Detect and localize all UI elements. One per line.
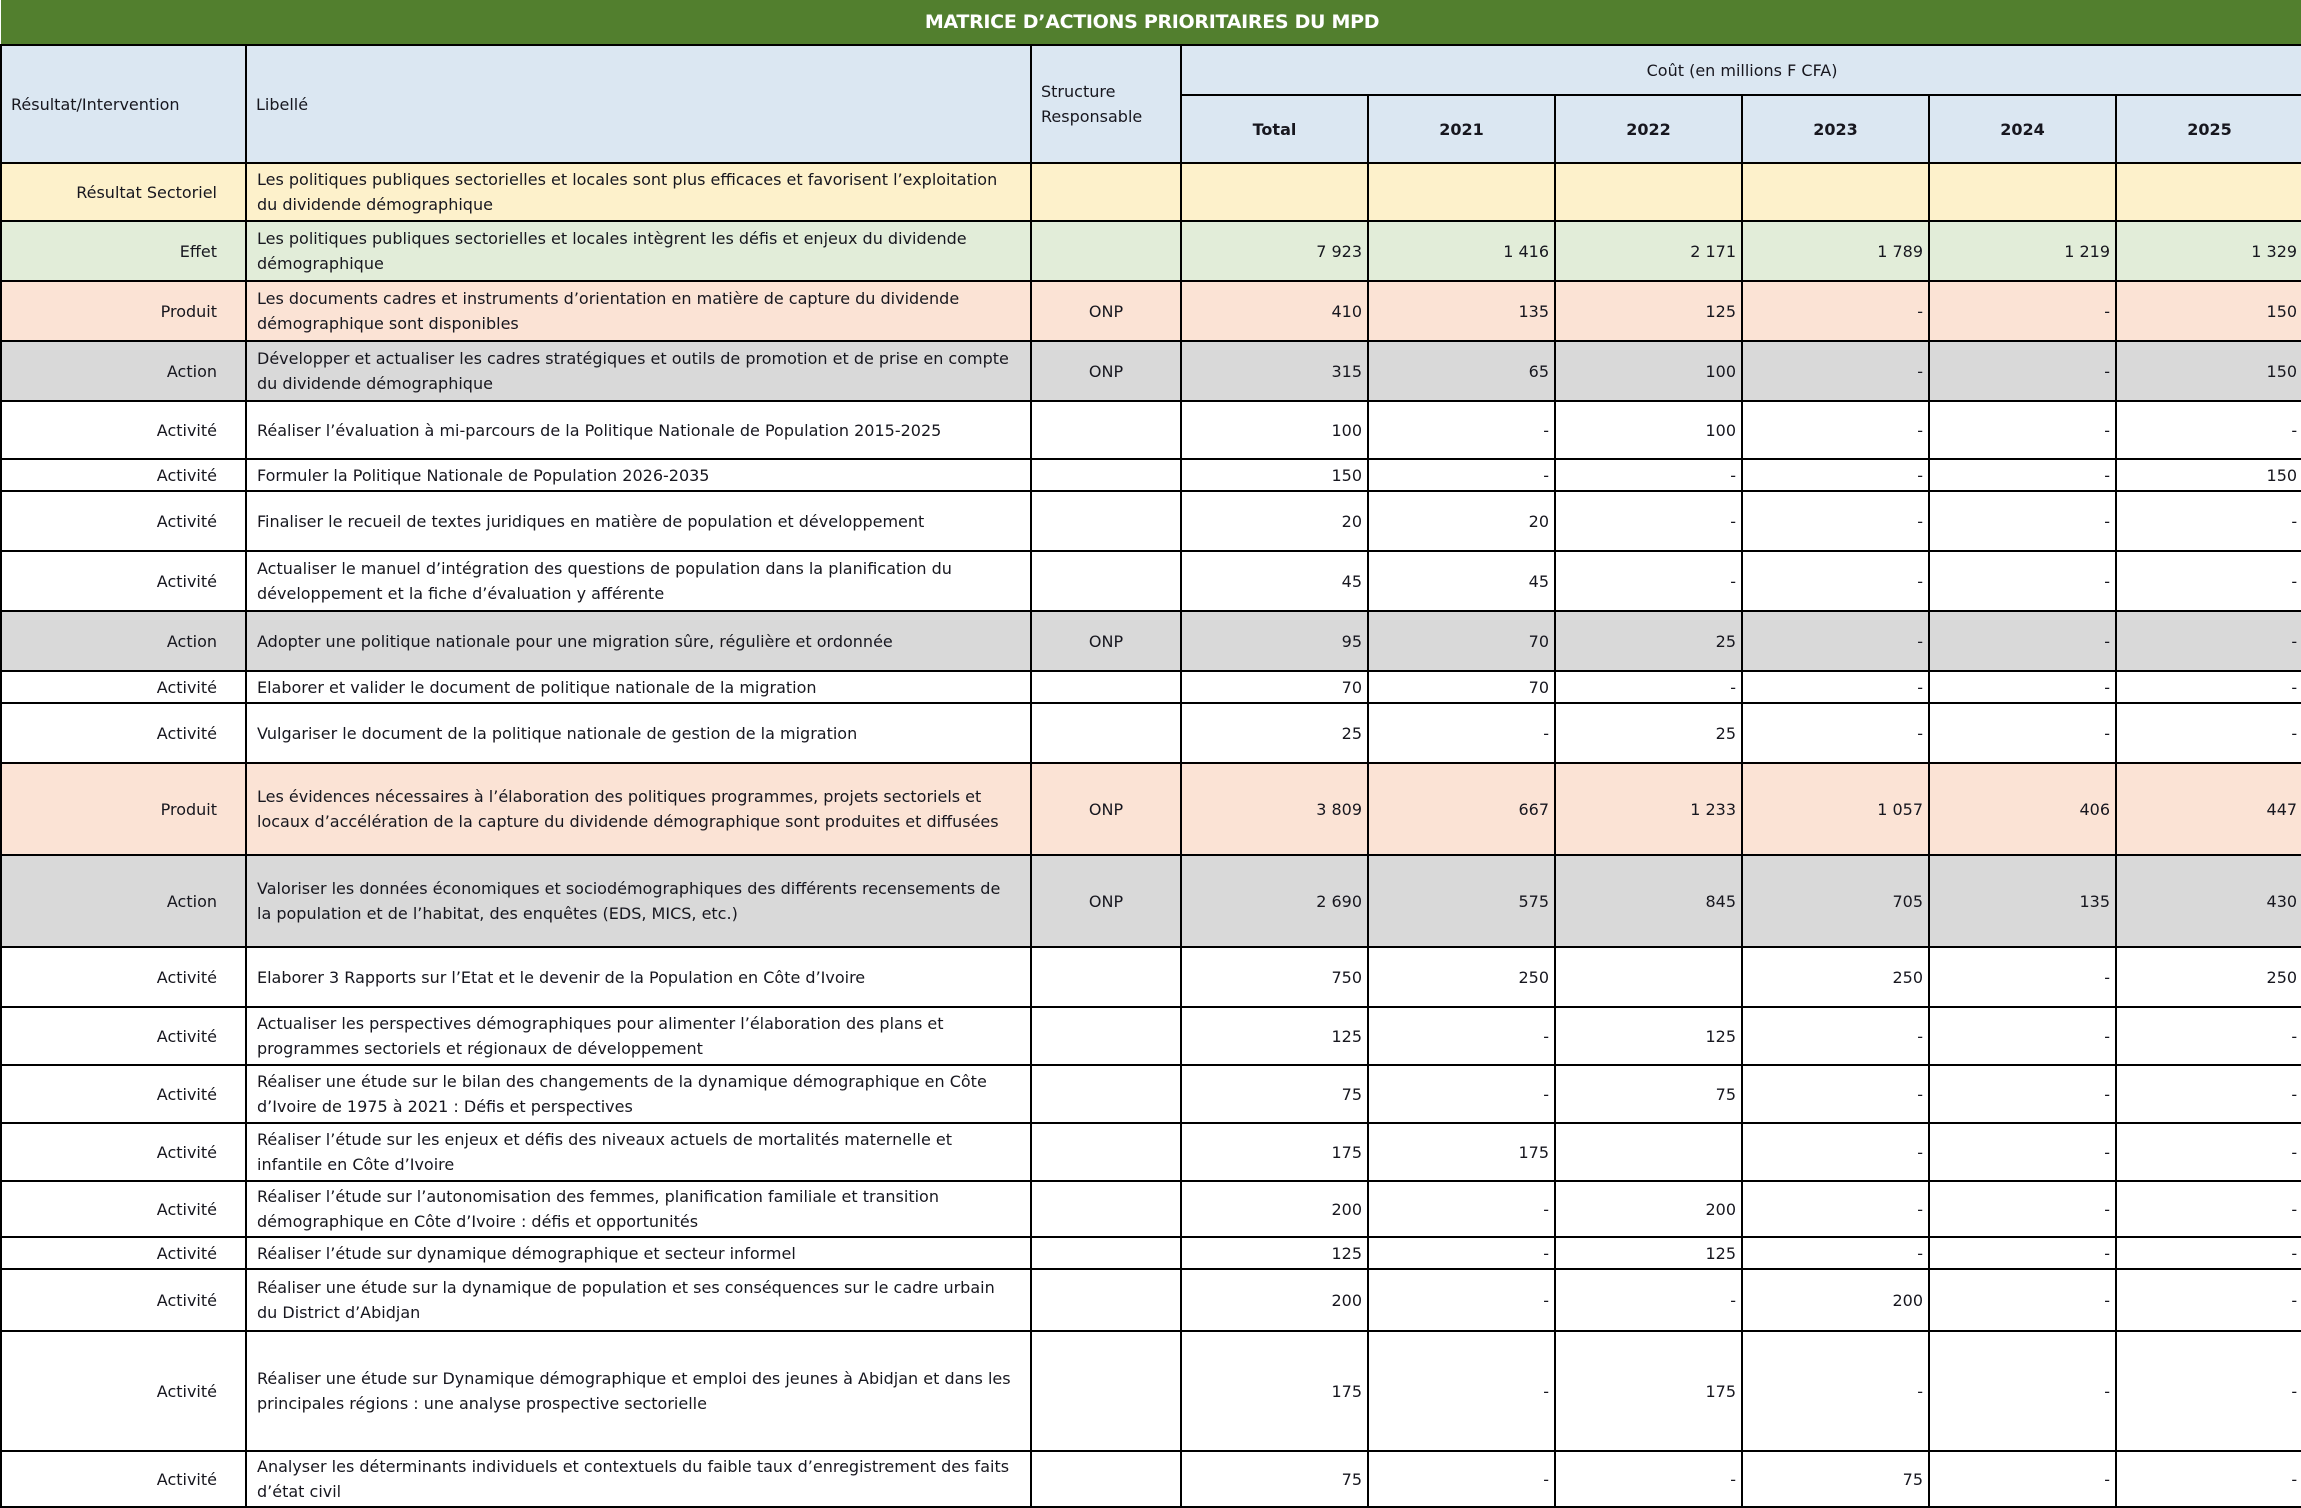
table-row <box>1 459 2301 491</box>
cost-cell-2025: 250 <box>2116 947 2301 1007</box>
row-label-cell: Réaliser l’étude sur les enjeux et défis des niveaux actuels de mortalités maternelle et infantile en Côte d’Ivoire <box>246 1123 1031 1181</box>
cost-cell-2022: 1 233 <box>1555 763 1742 855</box>
cost-cell-2021: 175 <box>1368 1123 1555 1181</box>
table-row <box>1 671 2301 703</box>
row-category-cell: Activité <box>1 1269 246 1331</box>
cost-cell-2023: - <box>1742 459 1929 491</box>
row-label-cell: Réaliser une étude sur le bilan des changements de la dynamique démographique en Côte d’Ivoire de 1975 à 2021 : Défis et perspectives <box>246 1065 1031 1123</box>
row-structure-cell <box>1031 1451 1181 1507</box>
row-label-cell: Réaliser l’étude sur l’autonomisation des femmes, planification familiale et transition démographique en Côte d’Ivoire : défis et opportunités <box>246 1181 1031 1237</box>
cost-cell-2025: - <box>2116 1237 2301 1269</box>
cost-cell-2021: - <box>1368 401 1555 459</box>
col-header-resultat-intervention: Résultat/Intervention <box>1 45 246 163</box>
row-category-cell: Activité <box>1 1237 246 1269</box>
cost-cell-2024: 135 <box>1929 855 2116 947</box>
row-structure-cell <box>1031 491 1181 551</box>
cost-cell-total: 200 <box>1181 1181 1368 1237</box>
cost-cell-2025: 430 <box>2116 855 2301 947</box>
row-category-cell: Produit <box>1 763 246 855</box>
cost-cell-2024: - <box>1929 1331 2116 1451</box>
row-structure-cell: ONP <box>1031 341 1181 401</box>
cost-cell-total: 175 <box>1181 1331 1368 1451</box>
row-label-cell: Adopter une politique nationale pour une migration sûre, régulière et ordonnée <box>246 611 1031 671</box>
row-label-cell: Les évidences nécessaires à l’élaboration des politiques programmes, projets sectoriels et locaux d’accélération de la capture du dividende démographique sont produites et diffusées <box>246 763 1031 855</box>
row-category-cell: Activité <box>1 1181 246 1237</box>
cost-cell-2022: 25 <box>1555 611 1742 671</box>
cost-cell-2025: 1 329 <box>2116 221 2301 281</box>
row-label-cell: Finaliser le recueil de textes juridiques en matière de population et développement <box>246 491 1031 551</box>
cost-cell-2022: - <box>1555 671 1742 703</box>
cost-cell-2022: - <box>1555 1451 1742 1507</box>
cost-cell-2023: - <box>1742 341 1929 401</box>
cost-cell-2021: - <box>1368 1269 1555 1331</box>
cost-cell-2024: - <box>1929 491 2116 551</box>
cost-cell-total: 20 <box>1181 491 1368 551</box>
row-label-cell: Formuler la Politique Nationale de Population 2026-2035 <box>246 459 1031 491</box>
row-category-cell: Activité <box>1 1007 246 1065</box>
row-category-cell: Résultat Sectoriel <box>1 163 246 221</box>
cost-cell-2022: 845 <box>1555 855 1742 947</box>
cost-cell-2024: 406 <box>1929 763 2116 855</box>
cost-cell-total: 45 <box>1181 551 1368 611</box>
row-category-cell: Activité <box>1 947 246 1007</box>
cost-cell-2021: - <box>1368 1181 1555 1237</box>
table-row <box>1 1065 2301 1123</box>
cost-cell-2022: - <box>1555 551 1742 611</box>
cost-cell-2024: 1 219 <box>1929 221 2116 281</box>
cost-cell-2023: - <box>1742 611 1929 671</box>
table-row <box>1 763 2301 855</box>
col-header-total: Total <box>1181 95 1368 163</box>
cost-cell-2025: - <box>2116 491 2301 551</box>
cost-cell-2023: 200 <box>1742 1269 1929 1331</box>
col-header-2024: 2024 <box>1929 95 2116 163</box>
row-structure-cell <box>1031 671 1181 703</box>
cost-cell-2025: - <box>2116 1331 2301 1451</box>
cost-cell-total: 25 <box>1181 703 1368 763</box>
cost-cell-2021: 70 <box>1368 611 1555 671</box>
cost-cell-2023: - <box>1742 281 1929 341</box>
cost-cell-total: 410 <box>1181 281 1368 341</box>
cost-cell-2022: 100 <box>1555 341 1742 401</box>
cost-cell-2023: - <box>1742 671 1929 703</box>
cost-cell-total: 70 <box>1181 671 1368 703</box>
row-label-cell: Les documents cadres et instruments d’orientation en matière de capture du dividende démographique sont disponibles <box>246 281 1031 341</box>
cost-cell-2025: - <box>2116 1269 2301 1331</box>
cost-cell-2025: 150 <box>2116 281 2301 341</box>
cost-cell-2022: 25 <box>1555 703 1742 763</box>
row-label-cell: Réaliser une étude sur la dynamique de population et ses conséquences sur le cadre urbain du District d’Abidjan <box>246 1269 1031 1331</box>
table-row <box>1 1007 2301 1065</box>
row-structure-cell <box>1031 551 1181 611</box>
cost-cell-2025: - <box>2116 1065 2301 1123</box>
cost-cell-2023: - <box>1742 401 1929 459</box>
cost-cell-2021: 70 <box>1368 671 1555 703</box>
cost-cell-2021: - <box>1368 1237 1555 1269</box>
cost-cell-2022 <box>1555 163 1742 221</box>
cost-cell-2024: - <box>1929 1007 2116 1065</box>
cost-cell-2025: - <box>2116 401 2301 459</box>
row-category-cell: Activité <box>1 401 246 459</box>
row-structure-cell <box>1031 1065 1181 1123</box>
row-structure-cell <box>1031 401 1181 459</box>
cost-cell-total <box>1181 163 1368 221</box>
cost-cell-2021: - <box>1368 1007 1555 1065</box>
row-label-cell: Les politiques publiques sectorielles et locales sont plus efficaces et favorisent l’exploitation du dividende démographique <box>246 163 1031 221</box>
cost-cell-2025 <box>2116 163 2301 221</box>
cost-cell-2025: 150 <box>2116 459 2301 491</box>
cost-cell-2022 <box>1555 947 1742 1007</box>
cost-cell-2021: 667 <box>1368 763 1555 855</box>
row-structure-cell <box>1031 1181 1181 1237</box>
table-row <box>1 491 2301 551</box>
cost-cell-2025: - <box>2116 1007 2301 1065</box>
cost-cell-2024: - <box>1929 1123 2116 1181</box>
title-row <box>1 0 2301 45</box>
row-category-cell: Action <box>1 855 246 947</box>
cost-cell-total: 100 <box>1181 401 1368 459</box>
row-category-cell: Activité <box>1 1331 246 1451</box>
col-header-libelle: Libellé <box>246 45 1031 163</box>
cost-cell-2025: - <box>2116 551 2301 611</box>
cost-cell-total: 315 <box>1181 341 1368 401</box>
cost-cell-2022: 100 <box>1555 401 1742 459</box>
cost-cell-2022: 2 171 <box>1555 221 1742 281</box>
row-category-cell: Produit <box>1 281 246 341</box>
row-category-cell: Effet <box>1 221 246 281</box>
cost-cell-2024: - <box>1929 1065 2116 1123</box>
cost-cell-2022: 125 <box>1555 281 1742 341</box>
col-header-cost-group: Coût (en millions F CFA) <box>1181 45 2301 95</box>
cost-cell-2024: - <box>1929 671 2116 703</box>
row-category-cell: Action <box>1 341 246 401</box>
row-label-cell: Elaborer et valider le document de politique nationale de la migration <box>246 671 1031 703</box>
cost-cell-2023: - <box>1742 1065 1929 1123</box>
row-label-cell: Réaliser une étude sur Dynamique démographique et emploi des jeunes à Abidjan et dans les principales régions : une analyse prospective sectorielle <box>246 1331 1031 1451</box>
cost-cell-2024: - <box>1929 341 2116 401</box>
cost-cell-2021: 575 <box>1368 855 1555 947</box>
row-structure-cell <box>1031 1269 1181 1331</box>
cost-cell-total: 175 <box>1181 1123 1368 1181</box>
cost-cell-2022: 75 <box>1555 1065 1742 1123</box>
cost-cell-2021: 1 416 <box>1368 221 1555 281</box>
table-row <box>1 1123 2301 1181</box>
row-category-cell: Activité <box>1 1451 246 1507</box>
cost-cell-total: 125 <box>1181 1237 1368 1269</box>
row-category-cell: Activité <box>1 491 246 551</box>
row-category-cell: Action <box>1 611 246 671</box>
row-structure-cell <box>1031 1007 1181 1065</box>
row-structure-cell <box>1031 459 1181 491</box>
col-header-2021: 2021 <box>1368 95 1555 163</box>
table-body <box>1 163 2301 1507</box>
cost-cell-2023: - <box>1742 1237 1929 1269</box>
cost-cell-total: 2 690 <box>1181 855 1368 947</box>
cost-cell-2023: - <box>1742 1007 1929 1065</box>
cost-cell-2024: - <box>1929 1451 2116 1507</box>
cost-cell-2023: 705 <box>1742 855 1929 947</box>
table-row <box>1 1181 2301 1237</box>
cost-cell-total: 95 <box>1181 611 1368 671</box>
row-structure-cell <box>1031 221 1181 281</box>
cost-cell-2021 <box>1368 163 1555 221</box>
cost-cell-2022: 175 <box>1555 1331 1742 1451</box>
cost-cell-2021: - <box>1368 459 1555 491</box>
row-label-cell: Les politiques publiques sectorielles et locales intègrent les défis et enjeux du dividende démographique <box>246 221 1031 281</box>
cost-cell-2023: - <box>1742 1123 1929 1181</box>
cost-cell-2024: - <box>1929 1269 2116 1331</box>
cost-cell-2022 <box>1555 1123 1742 1181</box>
cost-cell-2024: - <box>1929 281 2116 341</box>
row-category-cell: Activité <box>1 551 246 611</box>
cost-cell-total: 750 <box>1181 947 1368 1007</box>
row-structure-cell <box>1031 1331 1181 1451</box>
row-category-cell: Activité <box>1 703 246 763</box>
row-structure-cell: ONP <box>1031 281 1181 341</box>
cost-cell-2024: - <box>1929 401 2116 459</box>
table-row <box>1 855 2301 947</box>
table-row <box>1 947 2301 1007</box>
page-title: MATRICE D’ACTIONS PRIORITAIRES DU MPD <box>1 0 2301 45</box>
header-row-top <box>1 45 2301 95</box>
cost-cell-total: 75 <box>1181 1065 1368 1123</box>
cost-cell-total: 125 <box>1181 1007 1368 1065</box>
cost-cell-2024: - <box>1929 611 2116 671</box>
table-row <box>1 221 2301 281</box>
table-row <box>1 1269 2301 1331</box>
cost-cell-2025: - <box>2116 671 2301 703</box>
table-row <box>1 281 2301 341</box>
cost-cell-2022: - <box>1555 459 1742 491</box>
col-header-2025: 2025 <box>2116 95 2301 163</box>
cost-cell-2024: - <box>1929 1237 2116 1269</box>
row-label-cell: Vulgariser le document de la politique nationale de gestion de la migration <box>246 703 1031 763</box>
row-structure-cell: ONP <box>1031 763 1181 855</box>
cost-cell-2021: 135 <box>1368 281 1555 341</box>
cost-cell-2025: - <box>2116 1451 2301 1507</box>
cost-cell-2021: 250 <box>1368 947 1555 1007</box>
cost-cell-2021: - <box>1368 1331 1555 1451</box>
table-row <box>1 401 2301 459</box>
cost-cell-2021: - <box>1368 703 1555 763</box>
row-structure-cell: ONP <box>1031 611 1181 671</box>
table-row <box>1 163 2301 221</box>
cost-cell-2023: - <box>1742 1331 1929 1451</box>
row-structure-cell <box>1031 1123 1181 1181</box>
cost-cell-total: 75 <box>1181 1451 1368 1507</box>
cost-cell-total: 200 <box>1181 1269 1368 1331</box>
cost-cell-2021: - <box>1368 1065 1555 1123</box>
cost-cell-2021: 20 <box>1368 491 1555 551</box>
cost-cell-2024 <box>1929 163 2116 221</box>
cost-cell-2021: - <box>1368 1451 1555 1507</box>
cost-cell-2022: 125 <box>1555 1237 1742 1269</box>
row-label-cell: Réaliser l’étude sur dynamique démographique et secteur informel <box>246 1237 1031 1269</box>
table-row <box>1 1237 2301 1269</box>
cost-cell-2021: 65 <box>1368 341 1555 401</box>
row-label-cell: Analyser les déterminants individuels et contextuels du faible taux d’enregistrement des faits d’état civil <box>246 1451 1031 1507</box>
row-structure-cell <box>1031 703 1181 763</box>
cost-cell-total: 7 923 <box>1181 221 1368 281</box>
cost-cell-2025: - <box>2116 611 2301 671</box>
cost-cell-2023 <box>1742 163 1929 221</box>
row-category-cell: Activité <box>1 459 246 491</box>
table-row <box>1 551 2301 611</box>
row-label-cell: Valoriser les données économiques et sociodémographiques des différents recensements de la population et de l’habitat, des enquêtes (EDS, MICS, etc.) <box>246 855 1031 947</box>
cost-cell-total: 150 <box>1181 459 1368 491</box>
row-label-cell: Développer et actualiser les cadres stratégiques et outils de promotion et de prise en compte du dividende démographique <box>246 341 1031 401</box>
cost-cell-2023: 75 <box>1742 1451 1929 1507</box>
cost-cell-2022: - <box>1555 1269 1742 1331</box>
cost-cell-2022: 125 <box>1555 1007 1742 1065</box>
cost-cell-2023: - <box>1742 703 1929 763</box>
cost-cell-2022: - <box>1555 491 1742 551</box>
row-structure-cell: ONP <box>1031 855 1181 947</box>
cost-cell-2024: - <box>1929 947 2116 1007</box>
cost-cell-2023: 250 <box>1742 947 1929 1007</box>
table-row <box>1 703 2301 763</box>
cost-cell-total: 3 809 <box>1181 763 1368 855</box>
cost-cell-2023: 1 789 <box>1742 221 1929 281</box>
cost-cell-2023: - <box>1742 551 1929 611</box>
cost-cell-2025: 447 <box>2116 763 2301 855</box>
cost-cell-2025: - <box>2116 703 2301 763</box>
cost-cell-2025: 150 <box>2116 341 2301 401</box>
cost-cell-2023: 1 057 <box>1742 763 1929 855</box>
row-category-cell: Activité <box>1 1123 246 1181</box>
col-header-structure-responsable: Structure Responsable <box>1031 45 1181 163</box>
table-row <box>1 341 2301 401</box>
cost-cell-2022: 200 <box>1555 1181 1742 1237</box>
table-row <box>1 611 2301 671</box>
col-header-2022: 2022 <box>1555 95 1742 163</box>
row-label-cell: Réaliser l’évaluation à mi-parcours de la Politique Nationale de Population 2015-2025 <box>246 401 1031 459</box>
cost-cell-2024: - <box>1929 1181 2116 1237</box>
col-header-2023: 2023 <box>1742 95 1929 163</box>
table-row <box>1 1331 2301 1451</box>
cost-cell-2025: - <box>2116 1123 2301 1181</box>
row-label-cell: Actualiser les perspectives démographiques pour alimenter l’élaboration des plans et programmes sectoriels et régionaux de développement <box>246 1007 1031 1065</box>
cost-cell-2023: - <box>1742 1181 1929 1237</box>
row-structure-cell <box>1031 947 1181 1007</box>
cost-cell-2023: - <box>1742 491 1929 551</box>
cost-cell-2024: - <box>1929 551 2116 611</box>
cost-cell-2025: - <box>2116 1181 2301 1237</box>
row-label-cell: Elaborer 3 Rapports sur l’Etat et le devenir de la Population en Côte d’Ivoire <box>246 947 1031 1007</box>
cost-cell-2024: - <box>1929 703 2116 763</box>
cost-cell-2021: 45 <box>1368 551 1555 611</box>
row-structure-cell <box>1031 163 1181 221</box>
cost-cell-2024: - <box>1929 459 2116 491</box>
row-category-cell: Activité <box>1 671 246 703</box>
row-label-cell: Actualiser le manuel d’intégration des questions de population dans la planification du développement et la fiche d’évaluation y afférente <box>246 551 1031 611</box>
table-row <box>1 1451 2301 1507</box>
row-structure-cell <box>1031 1237 1181 1269</box>
row-category-cell: Activité <box>1 1065 246 1123</box>
